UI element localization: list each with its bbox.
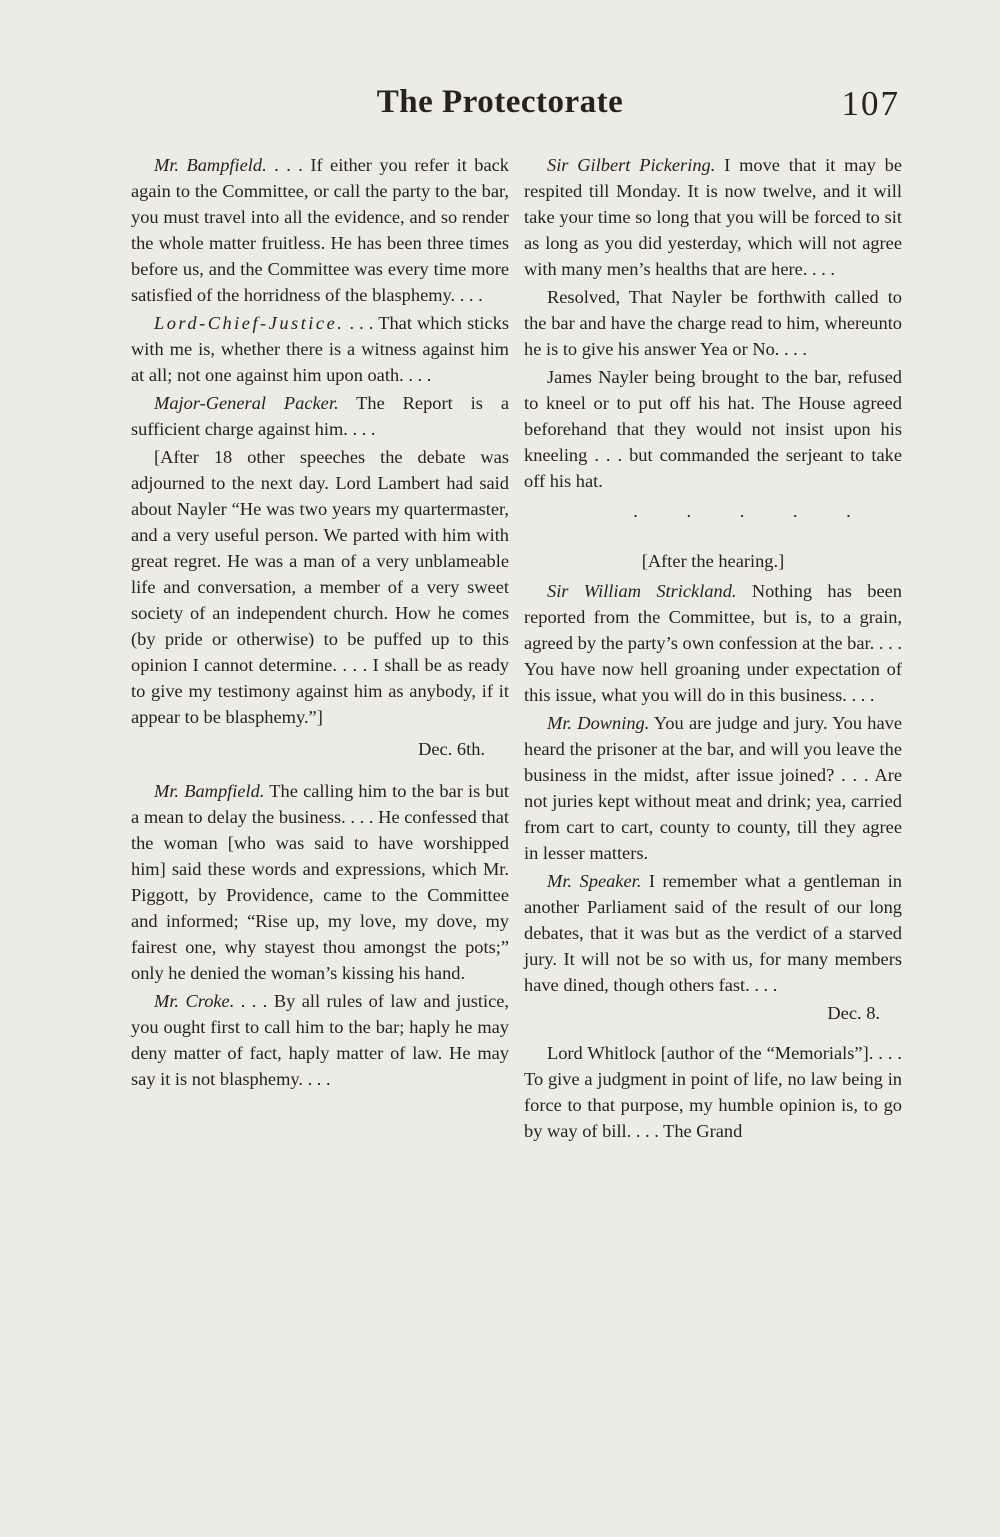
speaker-name: Major-General Packer. <box>154 393 339 413</box>
speech-text: . . . By all rules of law and justice, you ought first to call him to the bar; haply he may deny matter of fact, haply matter of law. He may say it is not blasphemy. . . . <box>131 991 509 1089</box>
paragraph-resolution: Resolved, That Nayler be forthwith called to the bar and have the charge read to him, whereunto he is to give his answer Yea or No. . . . <box>524 287 902 359</box>
paragraph-packer <box>131 390 509 442</box>
paragraph-bampfield-dec6 <box>131 778 509 986</box>
speech-text: I remember what a gentleman in another Parliament said of the result of our long debates, that it was but as the verdict of a starved jury. It will not be so with us, for many members have dined, though others fast. . . . <box>524 871 902 995</box>
speaker-name: Mr. Downing. <box>547 713 650 733</box>
paragraph-pickering <box>524 152 902 282</box>
ellipsis-divider: . . . . . <box>633 501 873 521</box>
speaker-name: Mr. Speaker. <box>547 871 642 891</box>
speech-text: . . . If either you refer it back again to the Committee, or call the party to the bar, you must travel into all the evidence, and so render the whole matter fruitless. He has been three times before us, and the Committee was every time more satisfied of the horridness of the blasphemy. . . . <box>131 155 509 305</box>
speaker-name: Mr. Croke. <box>154 991 235 1011</box>
running-title: The Protectorate <box>376 84 624 120</box>
speech-text: I move that it may be respited till Monday. It is now twelve, and it will take your time so long that you will be forced to sit as long as you did yesterday, which will not agree with many men’s healths that are here. . . . <box>524 155 902 279</box>
paragraph-editorial-note: [After 18 other speeches the debate was adjourned to the next day. Lord Lambert had said about Nayler “He was two years my quartermaster, and a very useful person. We parted with him with great regret. He was a man of a very unblameable life and conversation, a member of a very sweet society of an independent church. How he comes (by pride or otherwise) to be puffed up to this opinion I cannot determine. . . . I shall be as ready to give my testimony against him as anybody, if it appear to be blasphemy.”] <box>131 447 509 727</box>
left-column <box>131 152 509 1094</box>
speech-text: You are judge and jury. You have heard the prisoner at the bar, and will you leave the business in the midst, after issue joined? . . . Are not juries kept without meat and drink; yea, carried from cart to cart, county to county, till they agree in lesser matters. <box>524 713 902 863</box>
paragraph-nayler-at-bar: James Nayler being brought to the bar, refused to kneel or to put off his hat. The House agreed beforehand that they would not insist upon his kneeling . . . but commanded the serjeant to take off his hat. <box>524 367 902 491</box>
speech-text: . . . That which sticks with me is, whether there is a witness against him at all; not one against him upon oath. . . . <box>131 313 509 385</box>
bracket-note: [After the hearing.] <box>641 551 785 571</box>
page-number: 107 <box>841 84 900 123</box>
speech-text: The calling him to the bar is but a mean to delay the business. . . . He confessed that the woman [who was said to have worshipped him] said these words and expressions, which Mr. Piggott, by Providence, came to the Committee and informed; “Rise up, my love, my dove, my fairest one, why stayest thou amongst the pots;” only he denied the woman’s kissing his hand. <box>131 781 510 983</box>
paragraph-lord-chief-justice <box>131 310 509 388</box>
paragraph-croke <box>131 988 509 1092</box>
paragraph-bampfield <box>131 152 509 308</box>
right-column <box>524 152 902 1146</box>
speaker-name: Sir William Strickland. <box>547 581 737 601</box>
paragraph-strickland <box>524 578 902 708</box>
date-heading: Dec. 8. <box>827 1003 880 1023</box>
paragraph-downing <box>524 710 902 866</box>
date-heading: Dec. 6th. <box>418 739 485 759</box>
paragraph-whitlock: Lord Whitlock [author of the “Memorials”]. . . . To give a judgment in point of life, no law being in force to that purpose, my humble opinion is, to go by way of bill. . . . The Grand <box>524 1043 902 1141</box>
speech-text: The Report is a sufficient charge against him. . . . <box>131 393 509 439</box>
speaker-name: Mr. Bampfield. <box>154 781 265 801</box>
speaker-name: Sir Gilbert Pickering. <box>547 155 716 175</box>
paragraph-speaker <box>524 868 902 998</box>
speech-text: Nothing has been reported from the Committee, but is, to a grain, agreed by the party’s own confession at the bar. . . . You have now hell groaning under expectation of this issue, what you will do in this business. . . . <box>524 581 902 705</box>
speaker-name: Lord-Chief-Justice. <box>154 313 345 333</box>
speaker-name: Mr. Bampfield. <box>154 155 267 175</box>
